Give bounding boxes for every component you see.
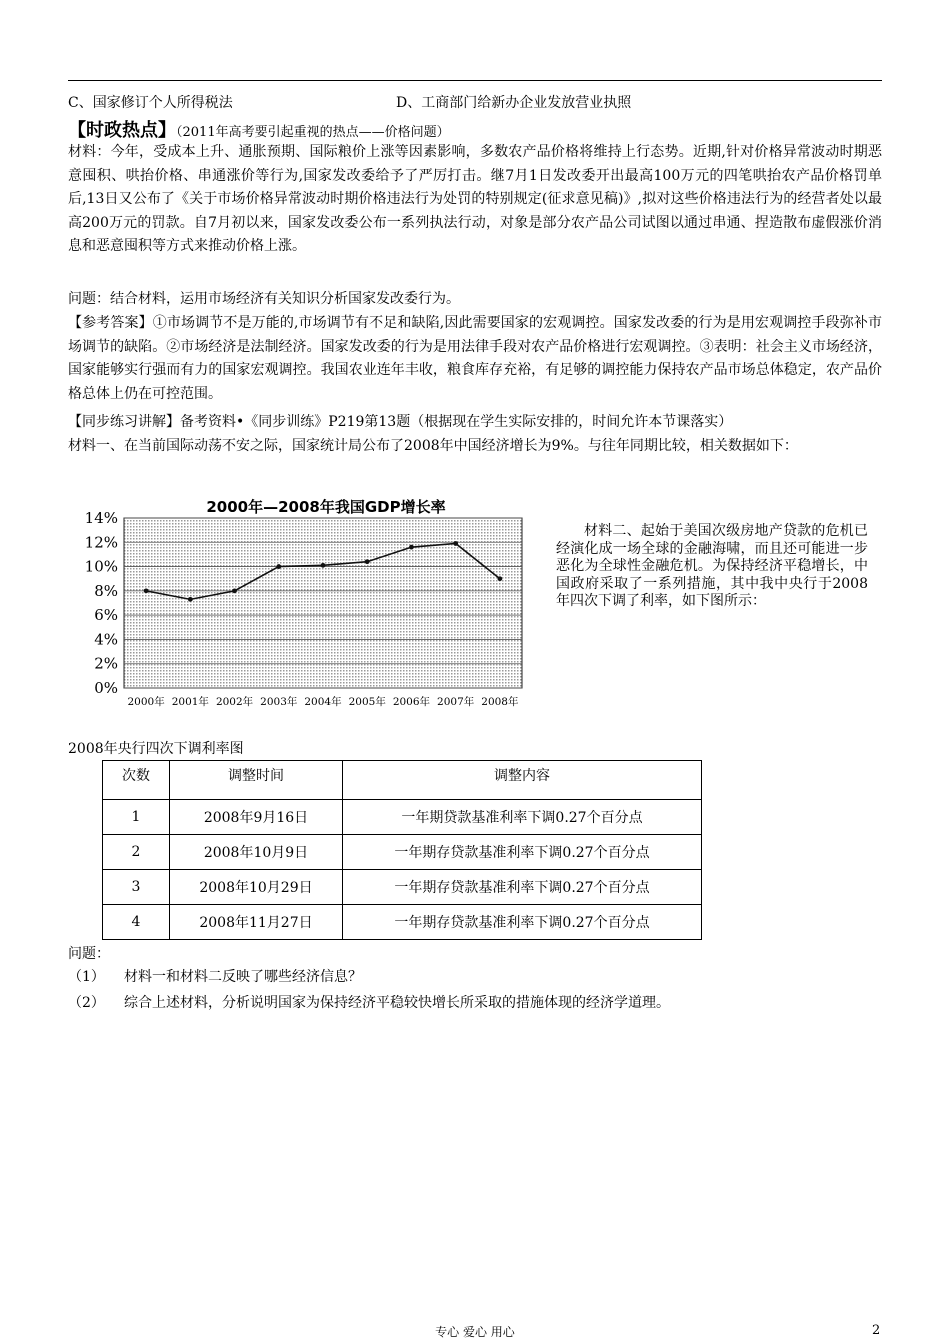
data-point bbox=[497, 576, 502, 581]
footer-motto: 专心 爱心 用心 bbox=[435, 1325, 515, 1339]
table-caption: 2008年央行四次下调利率图 bbox=[68, 741, 244, 757]
question-number: （2） bbox=[68, 995, 105, 1011]
option-c: C、国家修订个人所得税法 bbox=[68, 95, 233, 111]
data-point bbox=[409, 545, 414, 550]
y-tick-label: 10% bbox=[84, 557, 118, 576]
cell-time: 2008年9月16日 bbox=[170, 800, 343, 835]
cell-time: 2008年11月27日 bbox=[170, 905, 343, 940]
data-point bbox=[453, 541, 458, 546]
option-d: D、工商部门给新办企业发放营业执照 bbox=[396, 95, 632, 111]
cell-content: 一年期存贷款基准利率下调0.27个百分点 bbox=[343, 870, 702, 905]
x-tick-label: 2000年 bbox=[127, 696, 165, 708]
x-tick-label: 2004年 bbox=[304, 696, 342, 708]
cell-content: 一年期贷款基准利率下调0.27个百分点 bbox=[343, 800, 702, 835]
table-row bbox=[103, 800, 702, 835]
y-tick-label: 0% bbox=[94, 679, 118, 697]
cell-count: 4 bbox=[103, 905, 170, 940]
x-tick-label: 2003年 bbox=[260, 696, 298, 708]
y-tick-label: 14% bbox=[84, 509, 118, 527]
x-tick-label: 2005年 bbox=[348, 696, 386, 708]
section-title: 【时政热点】 bbox=[68, 120, 176, 141]
gdp-growth-chart bbox=[64, 490, 534, 720]
question-number: （1） bbox=[68, 969, 105, 985]
y-tick-label: 2% bbox=[94, 654, 118, 673]
x-tick-label: 2001年 bbox=[171, 696, 209, 708]
table-row bbox=[103, 905, 702, 940]
material-paragraph: 材料：今年，受成本上升、通胀预期、国际粮价上涨等因素影响，多数农产品价格将维持上行态势。近期,针对价格异常波动时期恶意囤积、哄抬价格、串通涨价等行为,国家发改委给予了严厉打击。继7月1日发改委开出最高100万元的四笔哄抬农产品价格罚单后,13日又公布了《关于市场价格异常波动时期价格违法行为处罚的特别规定(征求意见稿)》,拟对这些价格违法行为的经营者处以最高200万元的罚款。自7月初以来，国家发改委公布一系列执法行动，对象是部分农产品公司试图以通过串通、捏造散布虚假涨价消息和恶意囤积等方式来推动价格上涨。 bbox=[68, 144, 882, 255]
rate-cut-table bbox=[102, 760, 702, 940]
x-tick-label: 2008年 bbox=[481, 696, 519, 708]
y-tick-label: 4% bbox=[94, 630, 118, 649]
header-count: 次数 bbox=[103, 761, 170, 800]
question-paragraph: 问题：结合材料，运用市场经济有关知识分析国家发改委行为。 bbox=[68, 291, 460, 307]
questions-label: 问题： bbox=[68, 946, 110, 962]
data-point bbox=[232, 588, 237, 593]
cell-content: 一年期存贷款基准利率下调0.27个百分点 bbox=[343, 835, 702, 870]
cell-time: 2008年10月29日 bbox=[170, 870, 343, 905]
material-one: 材料一、在当前国际动荡不安之际，国家统计局公布了2008年中国经济增长为9%。与往年同期比较，相关数据如下： bbox=[68, 438, 798, 454]
answer-options bbox=[68, 92, 882, 112]
page-number: 2 bbox=[872, 1323, 881, 1338]
plot-area bbox=[124, 518, 522, 688]
table-row bbox=[103, 835, 702, 870]
cell-count: 1 bbox=[103, 800, 170, 835]
header-time: 调整时间 bbox=[170, 761, 343, 800]
section-heading bbox=[68, 116, 882, 140]
question-text: 综合上述材料，分析说明国家为保持经济平稳较快增长所采取的措施体现的经济学道理。 bbox=[124, 995, 670, 1011]
gdp-chart-svg bbox=[64, 490, 534, 720]
cell-time: 2008年10月9日 bbox=[170, 835, 343, 870]
material-two: 材料二、起始于美国次级房地产贷款的危机已经演化成一场全球的金融海啸，而且还可能进一步恶化为全球性金融危机。为保持经济平稳增长，中国政府采取了一系列措施，其中我中央行于2008年四次下调了利率，如下图所示： bbox=[556, 523, 868, 609]
cell-content: 一年期存贷款基准利率下调0.27个百分点 bbox=[343, 905, 702, 940]
y-tick-label: 12% bbox=[84, 533, 118, 552]
reference-answer: 【参考答案】①市场调节不是万能的,市场调节有不足和缺陷,因此需要国家的宏观调控。国家发改委的行为是用宏观调控手段弥补市场调节的缺陷。②市场经济是法制经济。国家发改委的行为是用法律手段对农产品价格进行宏观调控。③表明：社会主义市场经济，国家能够实行强而有力的国家宏观调控。我国农业连年丰收，粮食库存充裕，有足够的调控能力保持农产品市场总体稳定，农产品价格总体上仍在可控范围。 bbox=[68, 315, 882, 402]
header-content: 调整内容 bbox=[343, 761, 702, 800]
data-point bbox=[188, 597, 193, 602]
question-text: 材料一和材料二反映了哪些经济信息？ bbox=[124, 969, 362, 985]
x-tick-label: 2002年 bbox=[215, 696, 254, 708]
cell-count: 2 bbox=[103, 835, 170, 870]
data-point bbox=[144, 588, 149, 593]
section-subtitle: （2011年高考要引起重视的热点——价格问题） bbox=[176, 125, 450, 140]
data-point bbox=[365, 559, 370, 564]
data-point bbox=[321, 563, 326, 568]
cell-count: 3 bbox=[103, 870, 170, 905]
sync-practice-note: 【同步练习讲解】备考资料•《同步训练》P219第13题（根据现在学生实际安排的，时间允许本节课落实） bbox=[68, 414, 733, 430]
chart-title: 2000年—2008年我国GDP增长率 bbox=[206, 498, 446, 516]
table-header-row bbox=[103, 761, 702, 800]
top-rule bbox=[68, 80, 882, 81]
y-tick-label: 6% bbox=[94, 606, 118, 625]
x-tick-label: 2007年 bbox=[437, 696, 475, 708]
x-tick-label: 2006年 bbox=[392, 696, 431, 708]
table-row bbox=[103, 870, 702, 905]
y-tick-label: 8% bbox=[94, 581, 118, 600]
data-point bbox=[276, 564, 281, 569]
